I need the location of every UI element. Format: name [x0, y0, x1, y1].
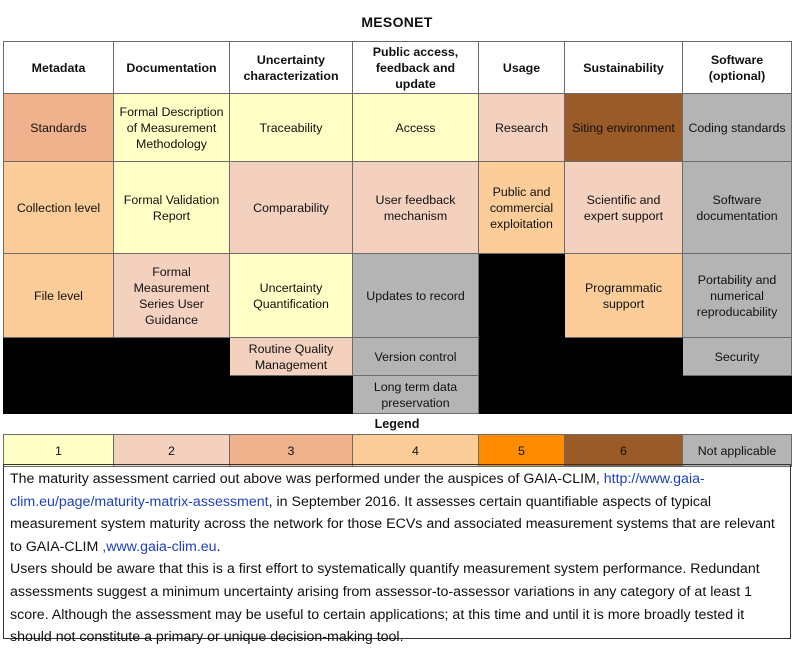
- header-uncertainty: Uncertainty characterization: [230, 42, 353, 94]
- cell-empty: [4, 376, 114, 414]
- legend-title: Legend: [374, 417, 420, 431]
- table-row: [4, 376, 792, 414]
- cell-user-feedback: User feedback mechanism: [353, 162, 479, 254]
- gaia-clim-link[interactable]: ,www.gaia-clim.eu: [102, 538, 217, 555]
- table-row: [4, 338, 792, 376]
- cell-empty: [479, 338, 565, 376]
- cell-formal-description: Formal Description of Measurement Methodology: [114, 94, 230, 162]
- page-title: MESONET: [361, 14, 433, 30]
- note-text: , in September 2016. It assesses certain quantifiable aspects of typical measurement system maturity across the network for those ECVs and associated measurement systems that are relevant to GAIA-CLIM: [10, 493, 775, 555]
- header-metadata: Metadata: [4, 42, 114, 94]
- cell-updates-to-record: Updates to record: [353, 254, 479, 338]
- cell-programmatic-support: Programmatic support: [565, 254, 683, 338]
- legend-table: [3, 434, 792, 467]
- cell-routine-quality: Routine Quality Management: [230, 338, 353, 376]
- header-public-access: Public access, feedback and update: [353, 42, 479, 94]
- cell-formal-measurement-guidance: Formal Measurement Series User Guidance: [114, 254, 230, 338]
- cell-version-control: Version control: [353, 338, 479, 376]
- maturity-matrix-document: [3, 3, 791, 646]
- header-usage: Usage: [479, 42, 565, 94]
- table-row: [4, 254, 792, 338]
- note-paragraph-2: Users should be aware that this is a first effort to systematically quantify measurement system performance. Redundant assessments suggest a minimum uncertainty arising from assessor-to-assessor variations in any category of at least 1 score. Although the assessment may be useful to certain applications; at this time and until it is more broadly tested it should not constitute a primary or unique decision-making tool.: [10, 561, 760, 646]
- note-text: .: [216, 538, 221, 555]
- cell-comparability: Comparability: [230, 162, 353, 254]
- cell-uncertainty-quantification: Uncertainty Quantification: [230, 254, 353, 338]
- cell-empty: [479, 254, 565, 338]
- note-paragraph-1: [10, 468, 784, 558]
- header-sustainability: Sustainability: [565, 42, 683, 94]
- cell-empty: [114, 338, 230, 376]
- header-documentation: Documentation: [114, 42, 230, 94]
- legend-item-not-applicable: Not applicable: [683, 435, 792, 467]
- table-row: [4, 162, 792, 254]
- disclaimer-note: [3, 464, 791, 646]
- cell-empty: [4, 338, 114, 376]
- legend-row: [4, 435, 792, 467]
- cell-scientific-support: Scientific and expert support: [565, 162, 683, 254]
- cell-software-documentation: Software documentation: [683, 162, 792, 254]
- cell-standards: Standards: [4, 94, 114, 162]
- assessment-link[interactable]: http://www.gaia-clim.eu/page/maturity-matrix-assessment: [10, 471, 705, 510]
- legend-item-6: 6: [565, 435, 683, 467]
- cell-long-term-preservation: Long term data preservation: [353, 376, 479, 414]
- cell-empty: [230, 376, 353, 414]
- cell-coding-standards: Coding standards: [683, 94, 792, 162]
- maturity-matrix-table: [3, 41, 792, 414]
- cell-collection-level: Collection level: [4, 162, 114, 254]
- cell-traceability: Traceability: [230, 94, 353, 162]
- legend-item-5: 5: [479, 435, 565, 467]
- cell-access: Access: [353, 94, 479, 162]
- cell-security: Security: [683, 338, 792, 376]
- legend-item-3: 3: [230, 435, 353, 467]
- header-row: [4, 42, 792, 94]
- cell-portability: Portability and numerical reproducability: [683, 254, 792, 338]
- note-text: The maturity assessment carried out above was performed under the auspices of GAIA-CLIM,: [10, 471, 604, 487]
- cell-file-level: File level: [4, 254, 114, 338]
- header-software: Software (optional): [683, 42, 792, 94]
- cell-empty: [479, 376, 565, 414]
- cell-empty: [565, 376, 683, 414]
- legend-item-1: 1: [4, 435, 114, 467]
- cell-formal-validation: Formal Validation Report: [114, 162, 230, 254]
- cell-siting-environment: Siting environment: [565, 94, 683, 162]
- table-row: [4, 94, 792, 162]
- cell-research: Research: [479, 94, 565, 162]
- legend-item-2: 2: [114, 435, 230, 467]
- cell-empty: [565, 338, 683, 376]
- cell-empty: [683, 376, 792, 414]
- legend-item-4: 4: [353, 435, 479, 467]
- cell-empty: [114, 376, 230, 414]
- cell-public-commercial: Public and commercial exploitation: [479, 162, 565, 254]
